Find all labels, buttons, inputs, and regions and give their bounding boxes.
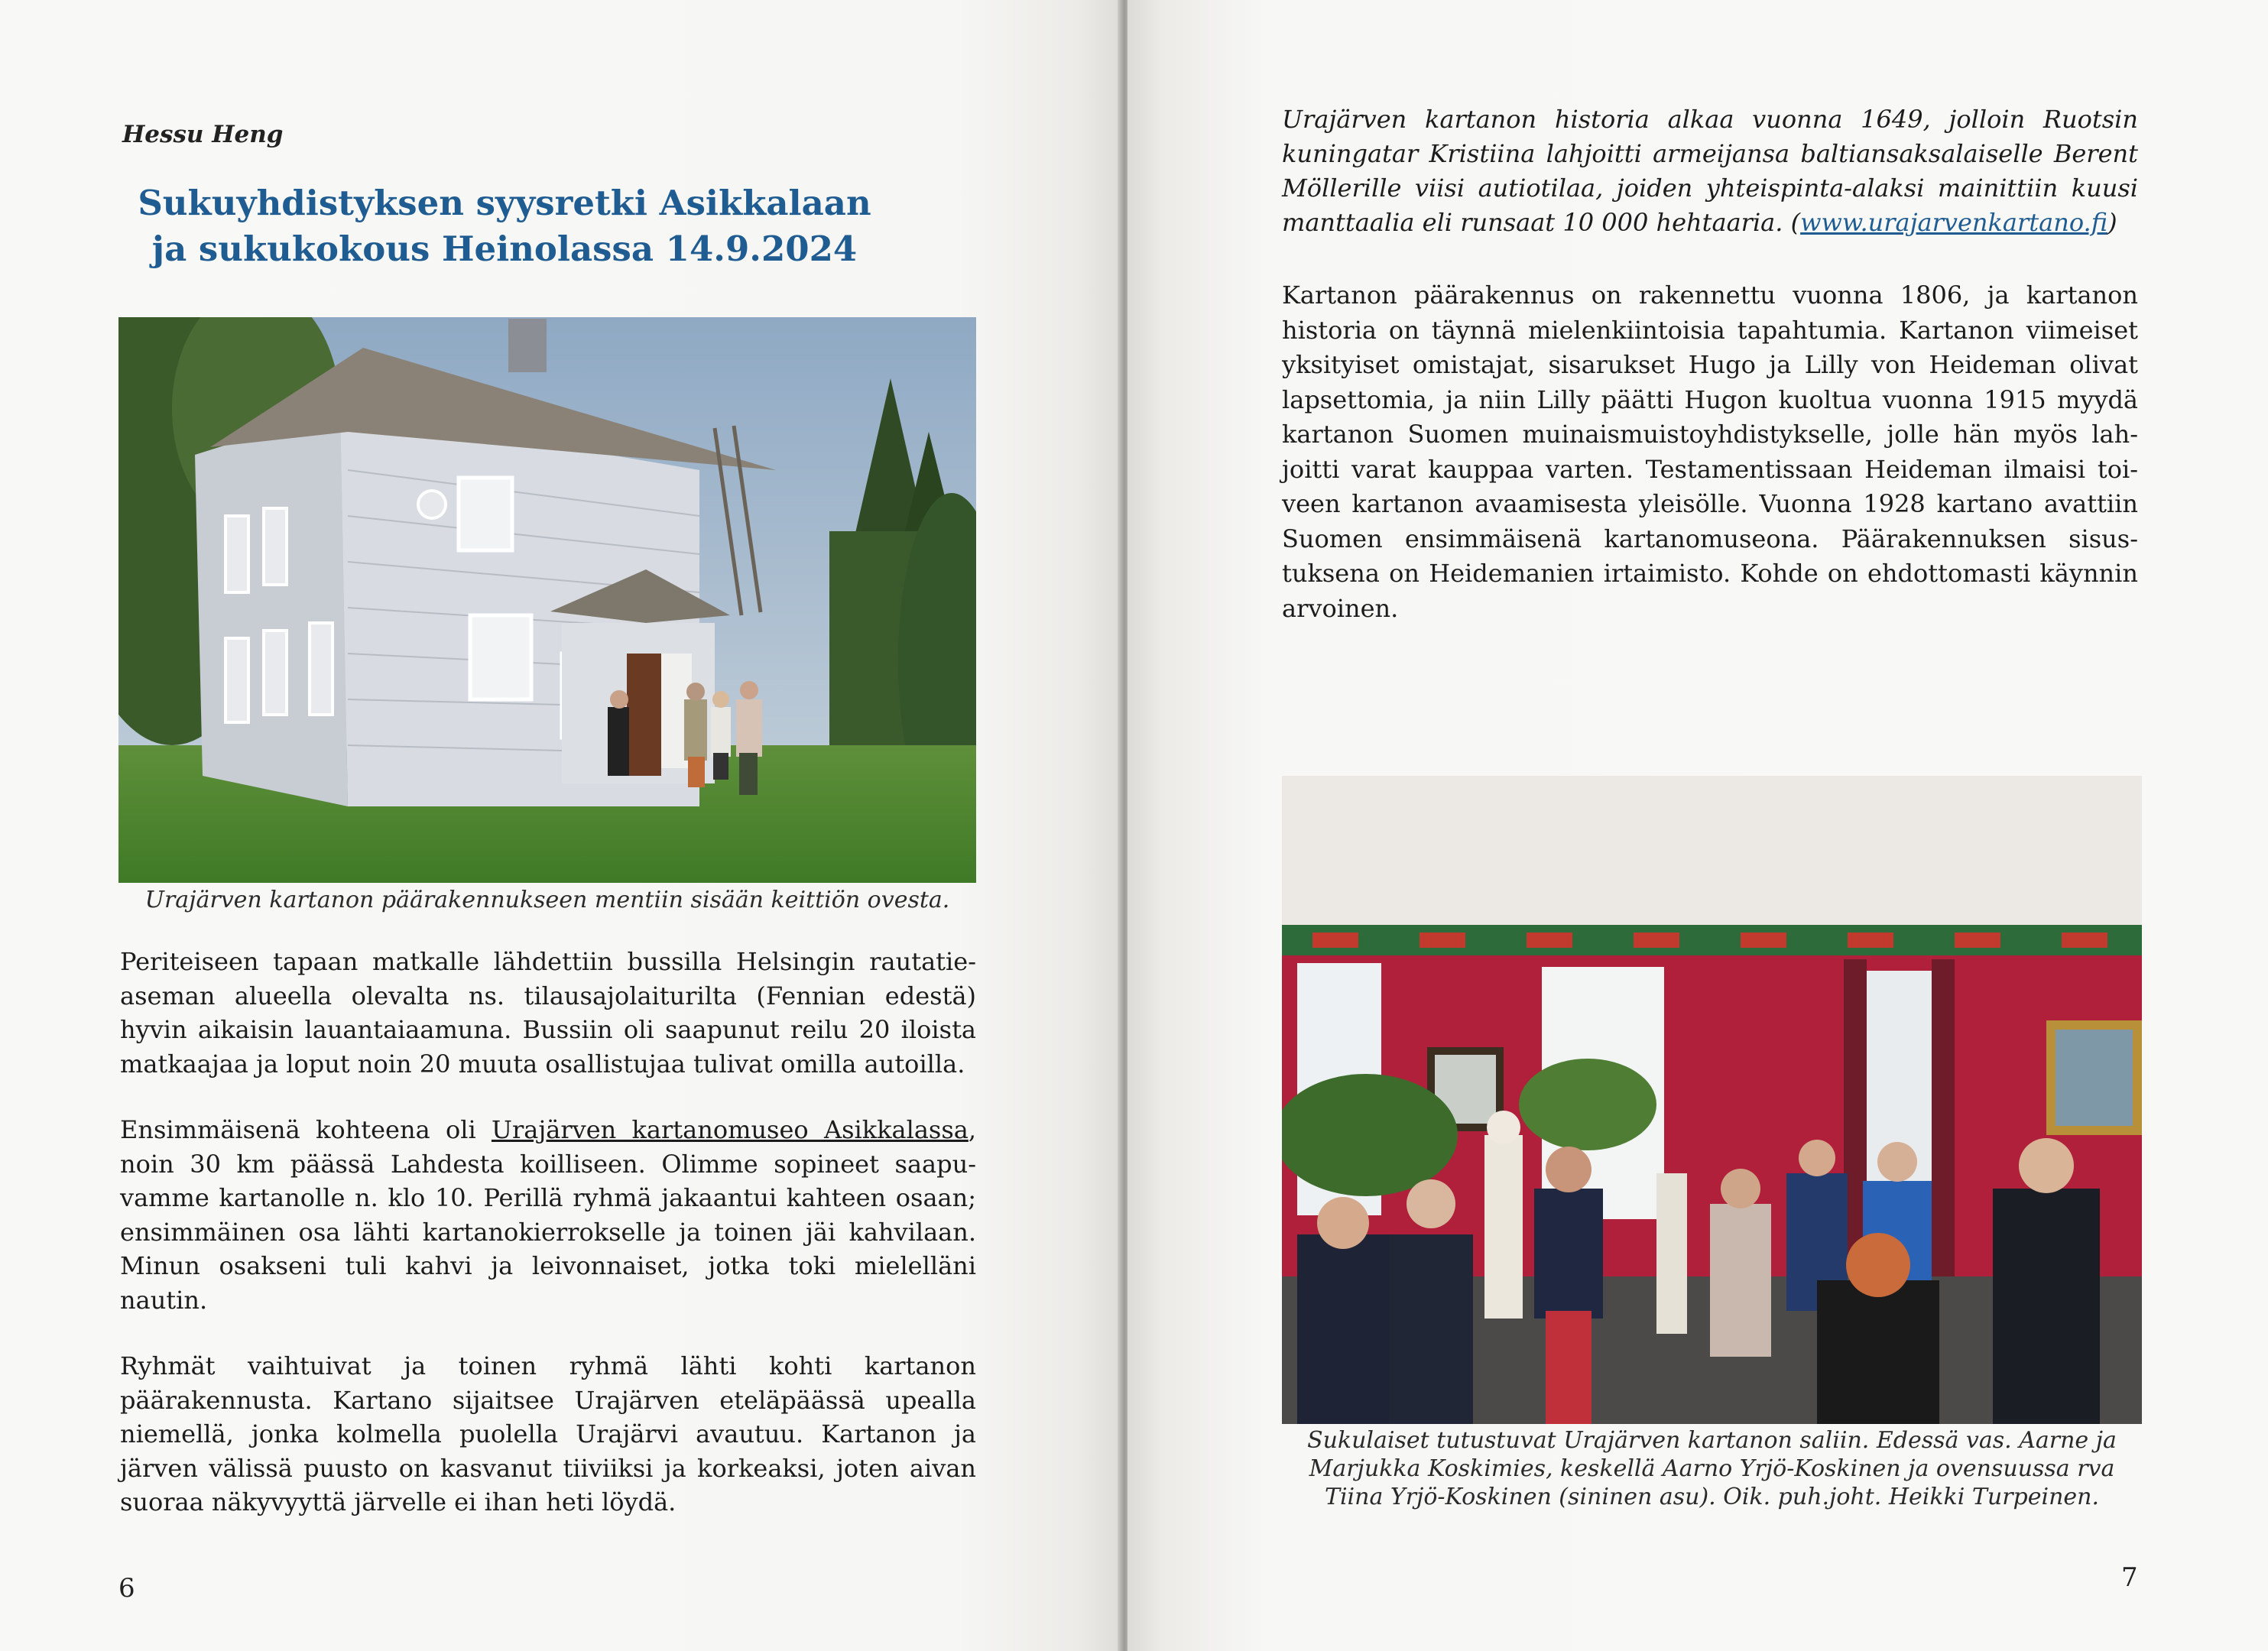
intro-text: Urajärven kartanon historia alkaa vuonna 1649, jolloin Ruotsin kuningatar Kristiina lahjoitti armeijansa baltiansaksalaiselle Berent Möllerille viisi autiotilaa, joiden yhteispinta-alaksi mainittiin kuusi manttaalia eli runsaat 10 000 hehtaaria. (	[1282, 105, 2138, 237]
page-number-left: 6	[118, 1573, 135, 1604]
museum-link[interactable]: Urajärven kartanomuseo Asikkalassa	[491, 1115, 969, 1144]
right-photo-caption: Sukulaiset tutustuvat Urajärven kartanon saliin. Edessä vas. Aarne ja Marjukka Koskimies, keskellä Aarno Yrjö-Koskinen ja ovensuussa rva Tiina Yrjö-Koskinen (sininen asu). Oik. puh.joht. Heikki Turpeinen.	[1307, 1427, 2117, 1510]
title-line-1: Sukuyhdistyksen syysretki Asikkalaan	[138, 183, 871, 223]
para2-pre: Ensimmäisenä kohteena oli	[120, 1115, 492, 1144]
author-name: Hessu Heng	[122, 121, 284, 148]
page-number-right: 7	[2121, 1562, 2138, 1593]
website-link[interactable]: www.urajarvenkartano.fi	[1800, 208, 2108, 237]
right-page	[1128, 0, 2268, 1651]
left-paragraph-3: Ryhmät vaihtuivat ja toinen ryhmä lähti kohti kartanon päärakennusta. Kartano sijaitsee Urajärven eteläpäässä upealla niemellä, jonka kolmella puolella Urajärvi avautuu. Kartanon ja järven välissä puusto on kasvanut tiiviiksi ja korkeaksi, joten aivan suoraa näkyvyyttä järvelle ei ihan heti löydä.	[120, 1351, 976, 1516]
left-body-text	[120, 945, 976, 1520]
title-line-2: ja sukukokous Heinolassa 14.9.2024	[151, 229, 858, 269]
left-paragraph-2	[120, 1113, 976, 1317]
right-paragraph-1: Kartanon päärakennus on rakennettu vuonna 1806, ja kartanon historia on täynnä mielenkiintoisia tapahtumia. Kartanon viimeiset yksityiset omistajat, sisarukset Hugo ja Lilly von Heideman olivat lapsettomia, ja niin Lilly päätti Hugon kuoltua vuonna 1915 myydä kartanon Suomen muinaismuistoyhdistykselle, jolle hän myös lahjoitti varat kauppaa varten. Testamentissaan Heideman ilmaisi toiveen kartanon avaamisesta yleisölle. Vuonna 1928 kartano avattiin Suomen ensimmäisenä kartanomuseona. Päärakennuksen sisustuksena on Heidemanien irtaimisto. Kohde on ehdottomasti käynnin arvoinen.	[1282, 281, 2138, 623]
left-photo-caption: Urajärven kartanon päärakennukseen mentiin sisään keittiön ovesta.	[144, 887, 950, 913]
left-page	[0, 0, 1122, 1651]
left-paragraph-1: Periteiseen tapaan matkalle lähdettiin bussilla Helsingin rautatieaseman alueella olevalta ns. tilausajolaiturilta (Fennian edestä) hyvin aikaisin lauantaiaamuna. Bussiin oli saapunut reilu 20 iloista matkaajaa ja loput noin 20 muuta osallistujaa tulivat omilla autoilla.	[120, 947, 976, 1079]
para2-post: , noin 30 km päässä Lahdesta koilliseen. Olimme sopineet saapuvamme kartanolle n. klo 10. Perillä ryhmä jakaantui kahteen osaan; ensimmäinen osa lähti kartanokierrokselle ja toinen jäi kahvilaan. Minun osakseni tuli kahvi ja leivonnaiset, jotka toki mielelläni nautin.	[120, 1115, 977, 1315]
right-intro-text	[1282, 102, 2138, 240]
salon-interior-photo	[1282, 776, 2142, 1424]
right-body-text	[1282, 278, 2138, 626]
intro-close: )	[2107, 208, 2117, 237]
manor-exterior-photo	[118, 317, 976, 883]
article-title	[122, 180, 887, 272]
